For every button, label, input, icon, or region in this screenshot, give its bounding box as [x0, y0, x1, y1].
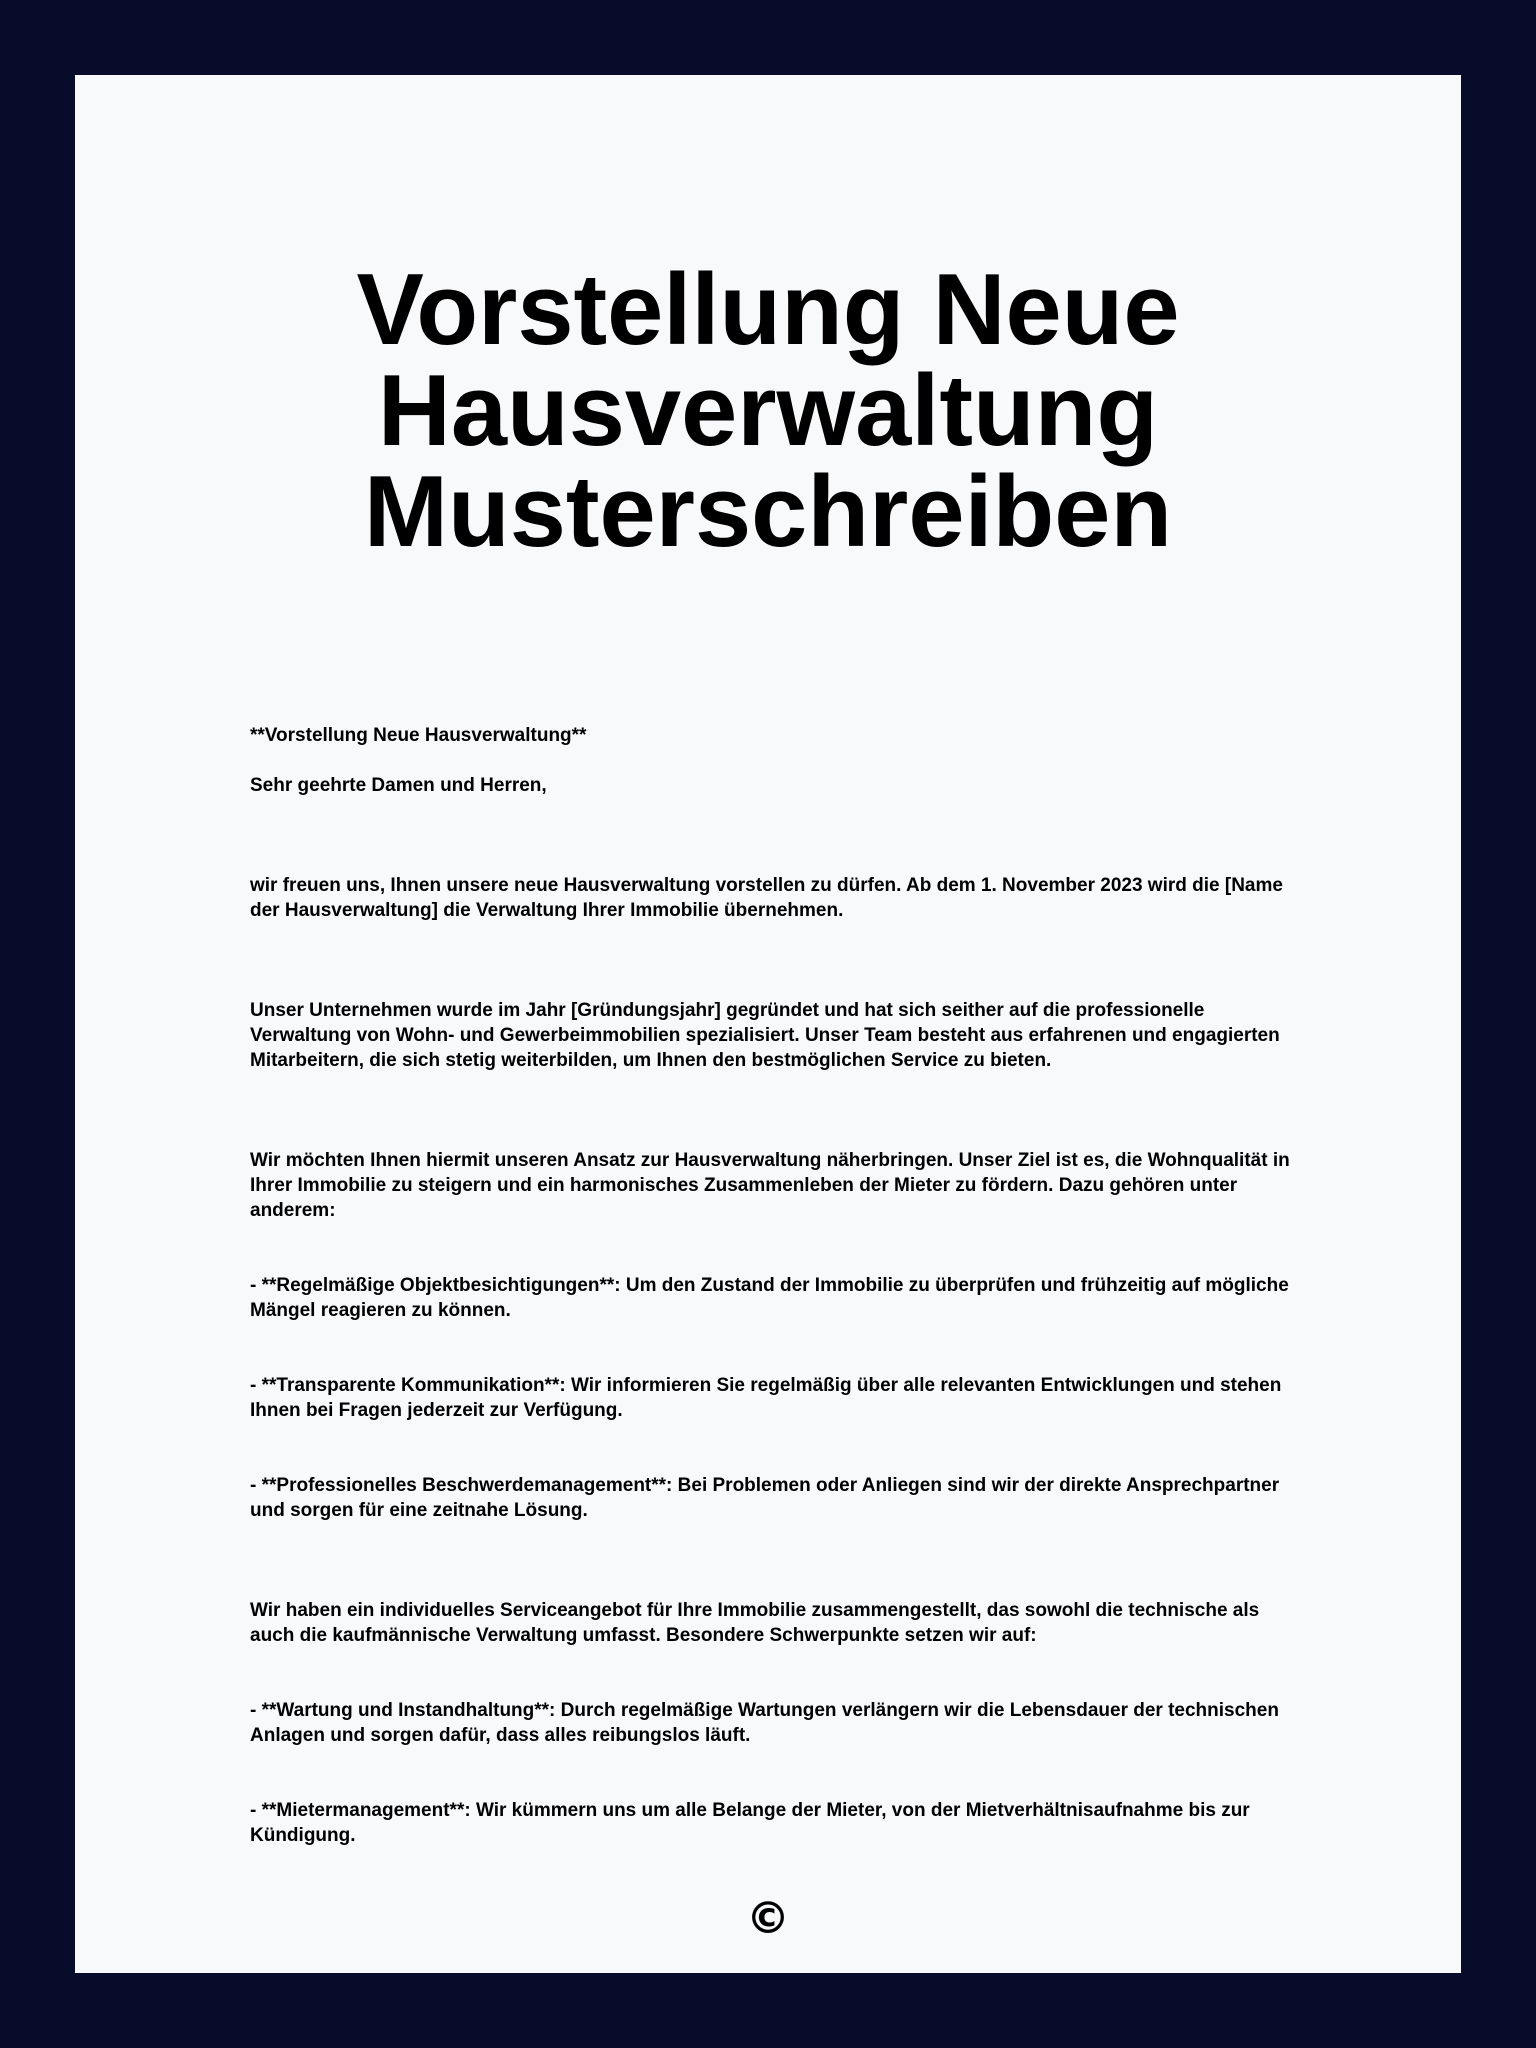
- paragraph: Wir haben ein individuelles Serviceangebot für Ihre Immobilie zusammengestellt, das sowohl die technische als auch die kaufmännische Verwaltung umfasst. Besondere Schwerpunkte setzen wir auf:: [250, 1600, 1265, 1646]
- letter-heading: **Vorstellung Neue Hausverwaltung**: [250, 725, 587, 746]
- bullet-item: - **Regelmäßige Objektbesichtigungen**: Um den Zustand der Immobilie zu überprüfen und frühzeitig auf mögliche Mängel reagieren zu können.: [250, 1275, 1295, 1321]
- document-page: [75, 75, 1461, 1973]
- letter-body: [250, 648, 1300, 1848]
- bullet-item: - **Professionelles Beschwerdemanagement**: Bei Problemen oder Anliegen sind wir der direkte Ansprechpartner und sorgen für eine zeitnahe Lösung.: [250, 1475, 1285, 1521]
- copyright-icon: ©: [746, 1893, 790, 1944]
- paragraph: Wir möchten Ihnen hiermit unseren Ansatz zur Hausverwaltung näherbringen. Unser Ziel ist es, die Wohnqualität in Ihrer Immobilie zu steigern und ein harmonisches Zusammenleben der Mieter zu fördern. Dazu gehören unter anderem:: [250, 1150, 1295, 1221]
- title-line: Vorstellung Neue: [356, 254, 1180, 366]
- bullet-item: - **Wartung und Instandhaltung**: Durch regelmäßige Wartungen verlängern wir die Lebensdauer der technischen Anlagen und sorgen dafür, dass alles reibungslos läuft.: [250, 1700, 1284, 1746]
- bullet-item: - **Transparente Kommunikation**: Wir informieren Sie regelmäßig über alle relevanten Entwicklungen und stehen Ihnen bei Fragen jederzeit zur Verfügung.: [250, 1375, 1287, 1421]
- title-line: Musterschreiben: [363, 456, 1173, 568]
- paragraph: wir freuen uns, Ihnen unsere neue Hausverwaltung vorstellen zu dürfen. Ab dem 1. November 2023 wird die [Name der Hausverwaltung] die Verwaltung Ihrer Immobilie übernehmen.: [250, 875, 1289, 921]
- title-line: Hausverwaltung: [377, 355, 1159, 467]
- letter-salutation: Sehr geehrte Damen und Herren,: [250, 775, 547, 796]
- paragraph: Unser Unternehmen wurde im Jahr [Gründungsjahr] gegründet und hat sich seither auf die professionelle Verwaltung von Wohn- und Gewerbeimmobilien spezialisiert. Unser Team besteht aus erfahrenen und engagierten Mitarbeitern, die sich stetig weiterbilden, um Ihnen den bestmöglichen Service zu bieten.: [250, 1000, 1286, 1071]
- bullet-item: - **Mietermanagement**: Wir kümmern uns um alle Belange der Mieter, von der Mietverhältnisaufnahme bis zur Kündigung.: [250, 1800, 1255, 1846]
- document-title: [75, 254, 1461, 568]
